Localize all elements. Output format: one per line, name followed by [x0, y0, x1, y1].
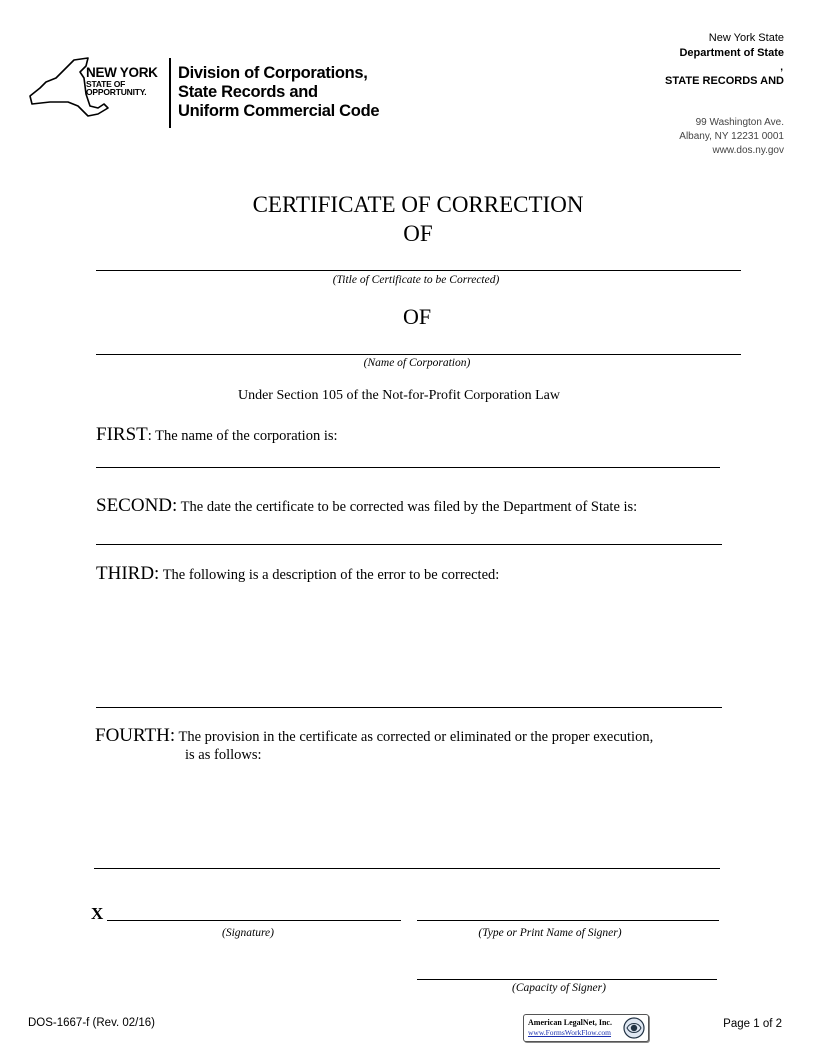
print-name-line[interactable]: [417, 920, 719, 921]
title-line-1: CERTIFICATE OF CORRECTION: [252, 192, 584, 217]
statute-reference: Under Section 105 of the Not-for-Profit Corporation Law: [237, 388, 561, 403]
third-text: The following is a description of the error to be corrected:: [159, 567, 500, 583]
signature-caption: (Signature): [222, 927, 274, 939]
division-name: [178, 64, 379, 121]
second-label: SECOND:: [96, 495, 178, 516]
paragraph-second: [96, 495, 637, 517]
records-mark: ,: [780, 62, 783, 73]
fourth-label: FOURTH:: [95, 725, 176, 746]
capacity-caption: (Capacity of Signer): [512, 982, 606, 994]
name-of-corporation-line[interactable]: [96, 354, 741, 355]
paragraph-fourth: [95, 725, 653, 747]
address-city: Albany, NY 12231 0001: [679, 131, 784, 142]
agency-department: Department of State: [679, 47, 784, 59]
first-answer-line[interactable]: [96, 467, 720, 468]
header-divider: [169, 58, 171, 128]
badge-website-link[interactable]: www.FormsWorkFlow.com: [528, 1028, 612, 1037]
records-title: STATE RECORDS AND: [665, 75, 784, 87]
division-line-3: Uniform Commercial Code: [178, 102, 380, 120]
signature-x-mark: X: [91, 904, 104, 923]
title-of-certificate-caption: (Title of Certificate to be Corrected): [332, 274, 500, 286]
american-legalnet-badge[interactable]: [523, 1014, 649, 1042]
badge-company: American LegalNet, Inc.: [528, 1018, 612, 1027]
page-number: Page 1 of 2: [723, 1018, 782, 1030]
address-street: 99 Washington Ave.: [695, 117, 784, 128]
of-word: OF: [402, 304, 432, 329]
name-of-corporation-caption: (Name of Corporation): [363, 357, 471, 369]
capacity-line[interactable]: [417, 979, 717, 980]
form-id: DOS-1667-f (Rev. 02/16): [28, 1017, 155, 1029]
logo-line-2: STATE OF: [86, 78, 126, 89]
third-label: THIRD:: [96, 563, 160, 584]
logo-line-3: OPPORTUNITY.: [86, 87, 147, 97]
agency-block: [679, 31, 784, 61]
address-website: www.dos.ny.gov: [712, 145, 784, 156]
globe-icon: [622, 1016, 646, 1040]
address-block: [679, 116, 784, 158]
fourth-text: The provision in the certificate as corrected or eliminated or the proper execution,: [175, 729, 654, 745]
title-of-certificate-line[interactable]: [96, 270, 741, 271]
signature-line[interactable]: [107, 920, 401, 921]
paragraph-first: [96, 424, 338, 446]
second-answer-line[interactable]: [96, 544, 722, 545]
print-name-caption: (Type or Print Name of Signer): [478, 927, 622, 939]
logo-line-1: NEW YORK: [86, 65, 158, 80]
division-line-1: Division of Corporations,: [178, 64, 368, 82]
third-answer-line[interactable]: [96, 707, 722, 708]
paragraph-third: [96, 563, 499, 585]
division-line-2: State Records and: [178, 83, 318, 101]
first-text: : The name of the corporation is:: [147, 428, 338, 444]
ny-logo-wordmark: [86, 66, 158, 97]
fourth-text-continued: is as follows:: [185, 747, 262, 763]
certificate-title: [0, 190, 816, 248]
first-label: FIRST: [96, 424, 148, 445]
second-text: The date the certificate to be corrected was filed by the Department of State is:: [177, 499, 638, 515]
agency-state: New York State: [708, 32, 784, 44]
fourth-answer-line[interactable]: [94, 868, 720, 869]
title-line-2: OF: [403, 221, 433, 246]
